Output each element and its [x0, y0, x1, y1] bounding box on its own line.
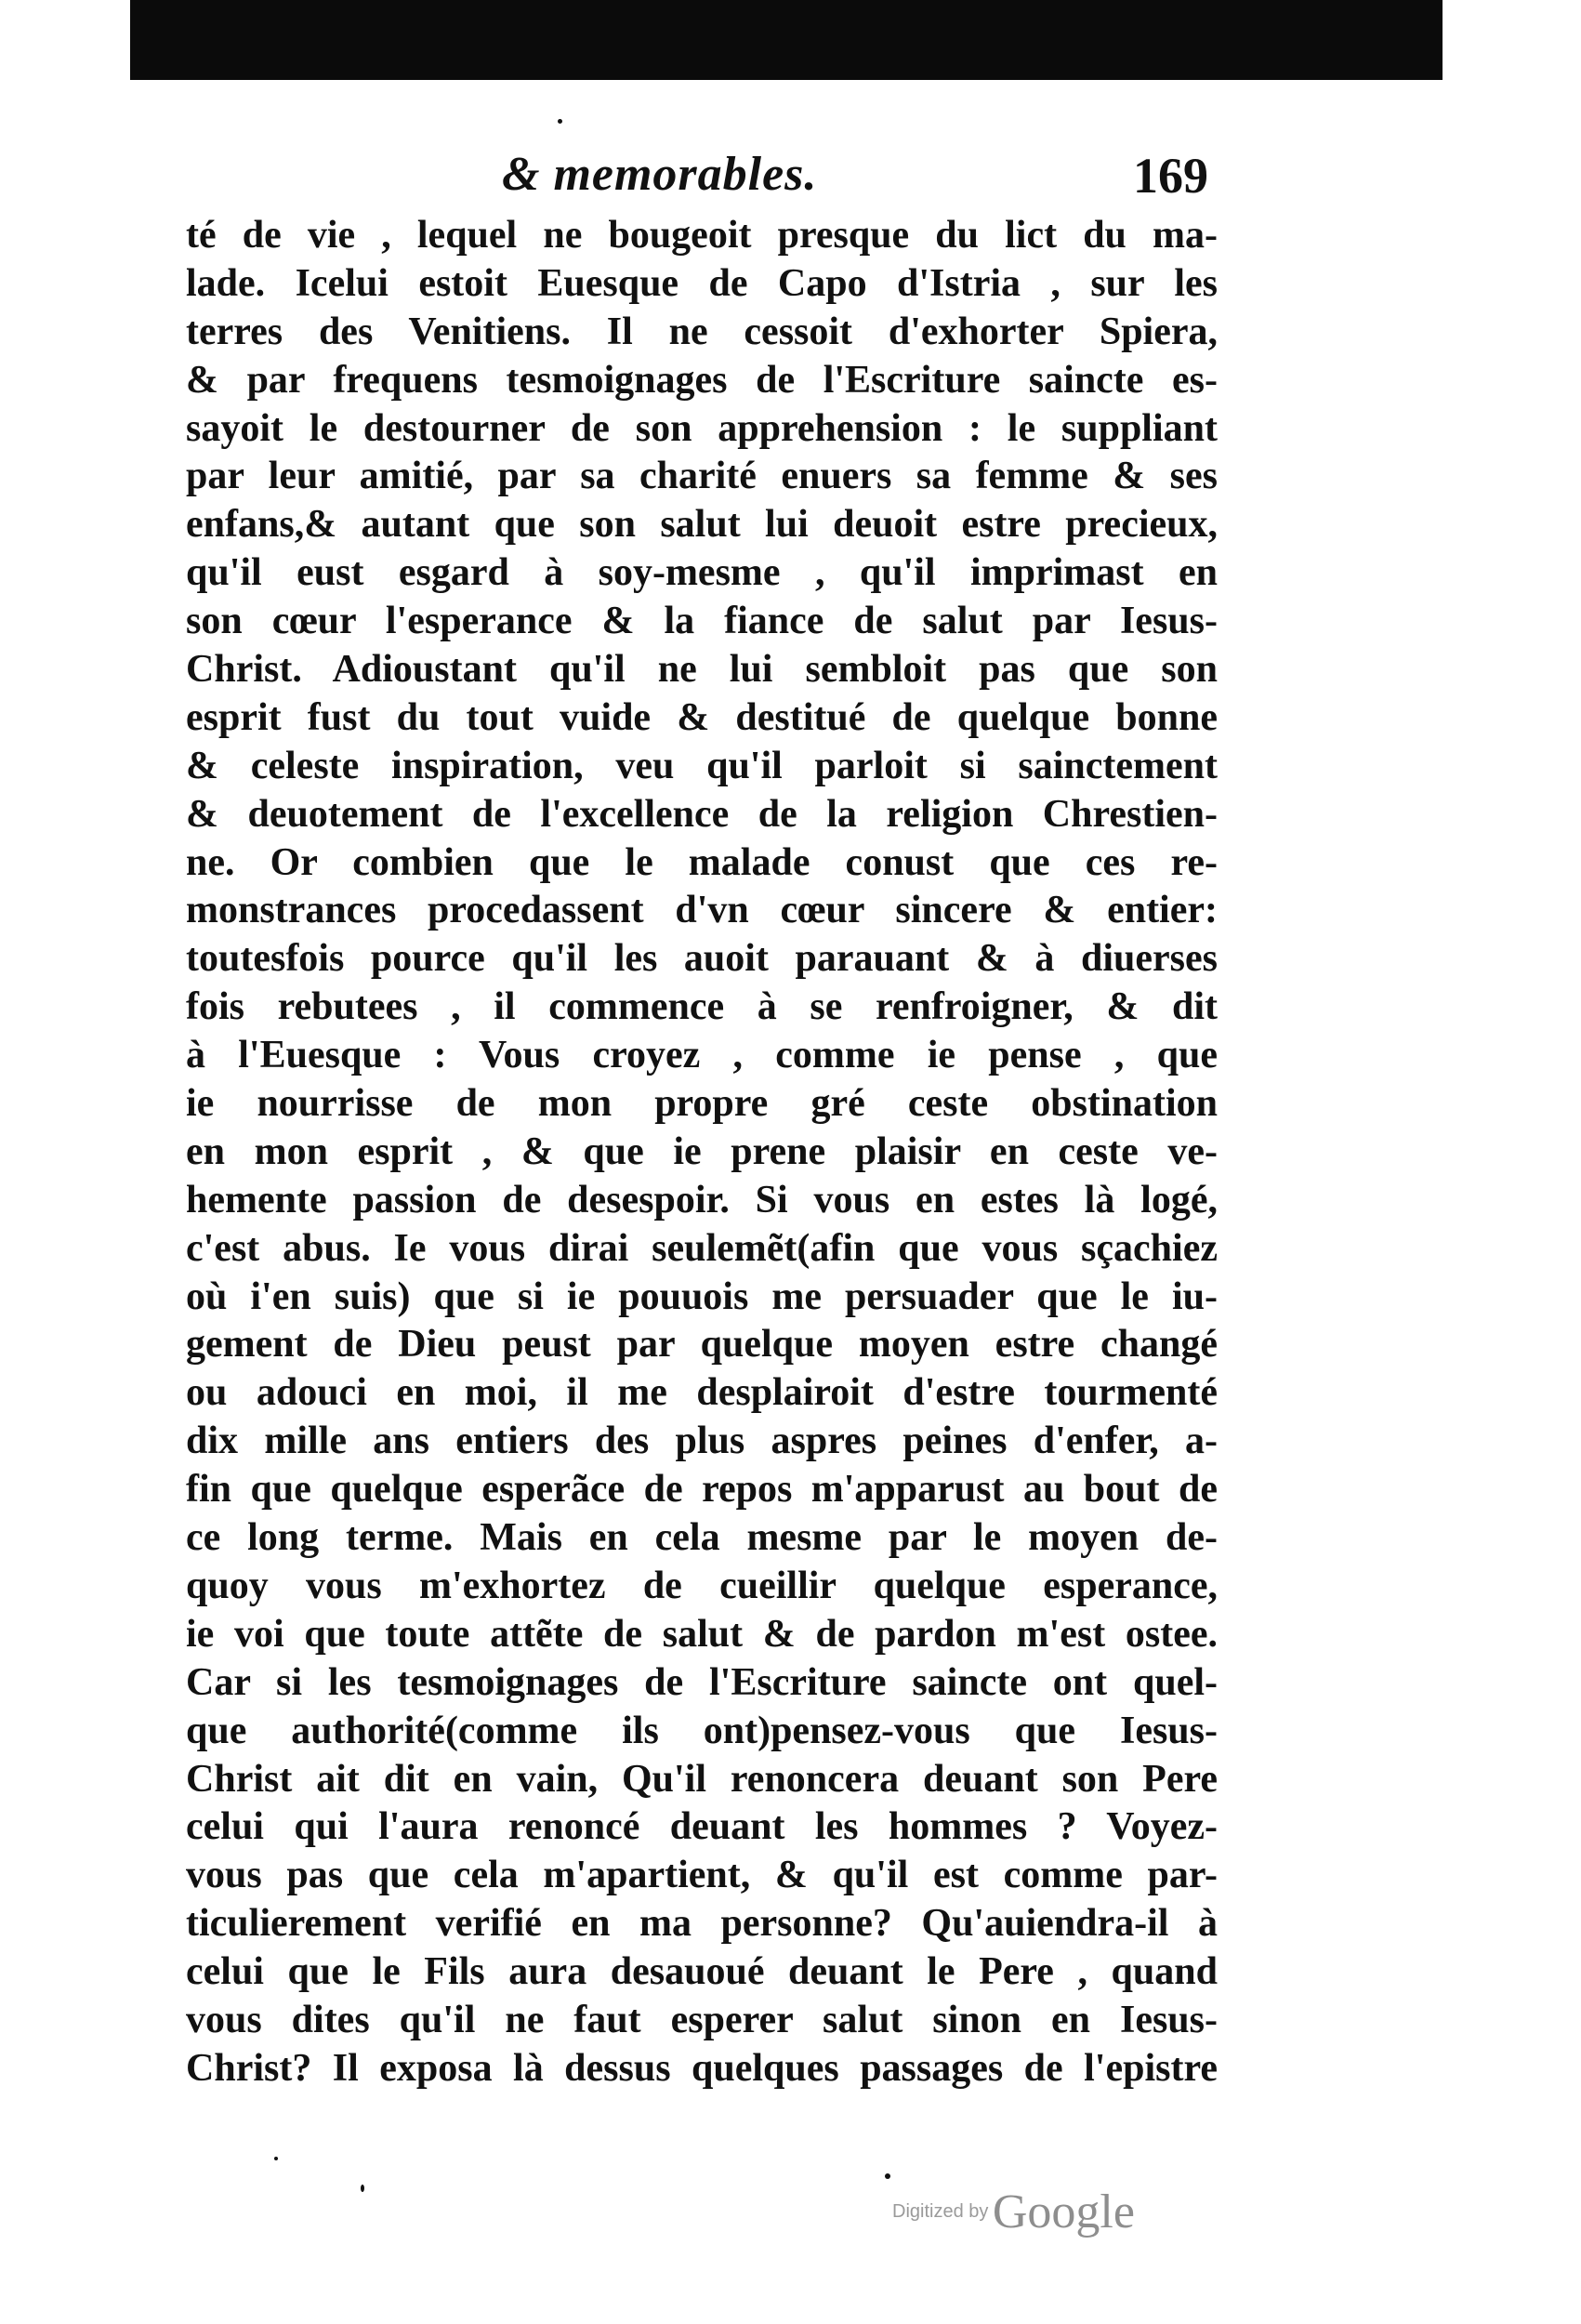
text-line: vous dites qu'il ne faut esperer salut sinon en Iesus-	[186, 1998, 1218, 2041]
scan-speck	[361, 2185, 364, 2192]
text-line: monstrances procedassent d'vn cœur sincere & entier:	[186, 889, 1218, 932]
scan-border-band	[130, 0, 1443, 80]
text-line: enfans,& autant que son salut lui deuoit estre precieux,	[186, 503, 1218, 547]
page-header	[483, 147, 1208, 212]
body-text	[186, 212, 1218, 2093]
text-line: toutesfois pource qu'il les auoit parauant & à diuerses	[186, 937, 1218, 981]
text-line: té de vie , lequel ne bougeoit presque du lict du ma-	[186, 214, 1218, 257]
text-line: quoy vous m'exhortez de cueillir quelque esperance,	[186, 1564, 1218, 1607]
text-line: son cœur l'esperance & la fiance de salut par Iesus-	[186, 600, 1218, 643]
text-line: en mon esprit , & que ie prene plaisir en ceste ve-	[186, 1129, 1218, 1173]
text-line: par leur amitié, par sa charité enuers sa femme & ses	[186, 455, 1218, 498]
text-line: Christ? Il exposa là dessus quelques passages de l'epistre	[186, 2046, 1218, 2090]
text-line: que authorité(comme ils ont)pensez-vous que Iesus-	[186, 1709, 1218, 1752]
google-logo: Google	[992, 2185, 1135, 2238]
text-line: dix mille ans entiers des plus aspres peines d'enfer, a-	[186, 1419, 1218, 1463]
text-line: & par frequens tesmoignages de l'Escriture saincte es-	[186, 358, 1218, 402]
text-line: hemente passion de desespoir. Si vous en estes là logé,	[186, 1178, 1218, 1221]
running-title: & memorables.	[502, 148, 818, 201]
text-line: où i'en suis) que si ie pouuois me persuader que le iu-	[186, 1274, 1218, 1318]
text-line: ie voi que toute attẽte de salut & de pardon m'est ostee.	[186, 1612, 1218, 1656]
text-line: lade. Icelui estoit Euesque de Capo d'Istria , sur les	[186, 261, 1218, 305]
text-line: c'est abus. Ie vous dirai seulemẽt(afin que vous sçachiez	[186, 1226, 1218, 1270]
text-line: sayoit le destourner de son apprehension : le suppliant	[186, 406, 1218, 450]
text-line: qu'il eust esgard à soy-mesme , qu'il imprimast en	[186, 551, 1218, 595]
text-line: Car si les tesmoignages de l'Escriture saincte ont quel-	[186, 1660, 1218, 1704]
text-line: ce long terme. Mais en cela mesme par le moyen de-	[186, 1516, 1218, 1560]
text-line: celui qui l'aura renoncé deuant les hommes ? Voyez-	[186, 1805, 1218, 1849]
text-line: & celeste inspiration, veu qu'il parloit si sainctement	[186, 744, 1218, 787]
text-line: gement de Dieu peust par quelque moyen estre changé	[186, 1323, 1218, 1367]
text-line: terres des Venitiens. Il ne cessoit d'exhorter Spiera,	[186, 310, 1218, 353]
scan-speck	[274, 2157, 278, 2160]
text-line: vous pas que cela m'apartient, & qu'il est comme par-	[186, 1854, 1218, 1897]
text-line: & deuotement de l'excellence de la religion Chrestien-	[186, 792, 1218, 836]
scan-speck	[885, 2173, 890, 2179]
scan-speck	[558, 119, 562, 124]
text-line: ie nourrisse de mon propre gré ceste obstination	[186, 1082, 1218, 1126]
text-line: ou adouci en moi, il me desplairoit d'estre tourmenté	[186, 1371, 1218, 1415]
text-line: fois rebutees , il commence à se renfroigner, & dit	[186, 985, 1218, 1029]
text-line: ticulierement verifié en ma personne? Qu'auiendra-il à	[186, 1902, 1218, 1946]
page-number: 169	[1133, 148, 1208, 204]
text-line: Christ. Adioustant qu'il ne lui sembloit pas que son	[186, 648, 1218, 692]
digitized-by-label: Digitized by	[892, 2201, 989, 2222]
text-line: celui que le Fils aura desauoué deuant le Pere , quand	[186, 1950, 1218, 1994]
text-line: Christ ait dit en vain, Qu'il renoncera deuant son Pere	[186, 1757, 1218, 1801]
text-line: à l'Euesque : Vous croyez , comme ie pense , que	[186, 1034, 1218, 1077]
digitization-watermark	[892, 2185, 1135, 2240]
text-line: fin que quelque esperãce de repos m'apparust au bout de	[186, 1468, 1218, 1512]
text-line: ne. Or combien que le malade conust que ces re-	[186, 840, 1218, 884]
text-line: esprit fust du tout vuide & destitué de quelque bonne	[186, 695, 1218, 739]
